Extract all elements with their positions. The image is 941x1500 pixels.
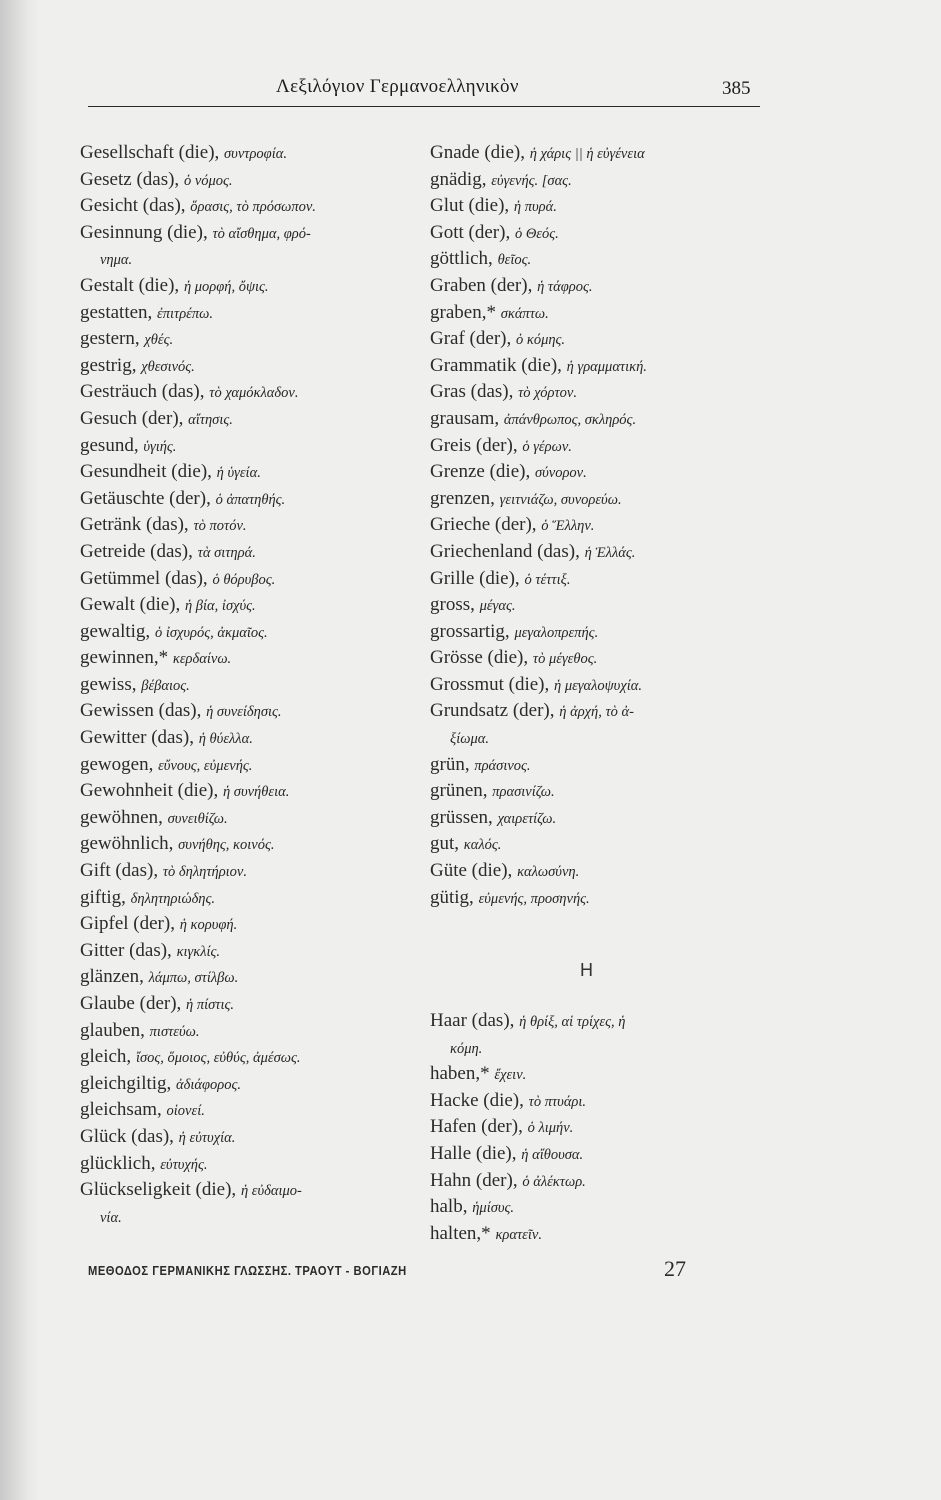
dictionary-entry bbox=[430, 858, 770, 885]
dictionary-entry bbox=[430, 725, 770, 752]
dictionary-entry bbox=[80, 459, 415, 486]
dictionary-entry bbox=[430, 1061, 770, 1088]
dictionary-entry bbox=[80, 1204, 415, 1231]
entry-translation: ἐπιτρέπω. bbox=[157, 305, 214, 322]
entry-translation: βέβαιος. bbox=[141, 677, 190, 694]
entry-translation: κιγκλίς. bbox=[176, 943, 221, 960]
dictionary-entry bbox=[430, 220, 770, 247]
entry-headword: Grille (die), bbox=[430, 567, 520, 589]
entry-headword: Halle (die), bbox=[430, 1142, 517, 1164]
entry-headword: Gewitter (das), bbox=[80, 727, 194, 749]
entry-translation: ὅρασις, τὸ πρόσωπον. bbox=[190, 199, 316, 216]
dictionary-entry bbox=[80, 167, 415, 194]
entry-headword: gleichgiltig, bbox=[80, 1072, 172, 1094]
entry-headword: Güte (die), bbox=[430, 860, 513, 882]
entry-translation: ἡ ὑγεία. bbox=[216, 465, 261, 482]
entry-translation: τὸ χόρτον. bbox=[518, 385, 577, 402]
entry-headword: Hahn (der), bbox=[430, 1169, 518, 1191]
entry-headword: Gesicht (das), bbox=[80, 195, 186, 217]
dictionary-entry bbox=[430, 645, 770, 672]
dictionary-entry bbox=[80, 778, 415, 805]
entry-headword: Gewissen (das), bbox=[80, 700, 202, 722]
entry-headword: gestatten, bbox=[80, 301, 153, 323]
dictionary-entry bbox=[80, 645, 415, 672]
entry-translation: ὁ ἀλέκτωρ. bbox=[522, 1173, 586, 1190]
entry-translation: ἡ βία, ἰσχύς. bbox=[184, 598, 256, 615]
entry-headword: gesund, bbox=[80, 434, 139, 456]
entry-headword: glücklich, bbox=[80, 1152, 156, 1174]
dictionary-entry bbox=[430, 1008, 770, 1035]
dictionary-entry bbox=[80, 938, 415, 965]
entry-translation: ἡ τάφρος. bbox=[537, 278, 593, 295]
entry-translation: ἀδιάφορος. bbox=[176, 1076, 242, 1093]
entry-translation: εὔνους, εὐμενής. bbox=[158, 757, 253, 774]
entry-headword: gewöhnen, bbox=[80, 806, 163, 828]
entry-translation: εὐτυχής. bbox=[160, 1156, 208, 1173]
entry-translation: ἡ εὐτυχία. bbox=[178, 1129, 236, 1146]
entry-headword: glauben, bbox=[80, 1019, 145, 1041]
entry-translation: μέγας. bbox=[479, 598, 516, 615]
dictionary-entry bbox=[430, 246, 770, 273]
page-edge-shadow bbox=[0, 0, 40, 1500]
entry-translation: ὁ θόρυβος. bbox=[212, 571, 276, 588]
entry-headword: grün, bbox=[430, 753, 470, 775]
entry-headword: Gitter (das), bbox=[80, 939, 172, 961]
entry-headword: Glückseligkeit (die), bbox=[80, 1179, 237, 1201]
dictionary-entry bbox=[80, 911, 415, 938]
dictionary-entry bbox=[430, 300, 770, 327]
entry-translation: θεῖος. bbox=[497, 252, 532, 269]
entry-headword: Gesinnung (die), bbox=[80, 221, 208, 243]
dictionary-entry bbox=[430, 406, 770, 433]
entry-headword: Graf (der), bbox=[430, 328, 512, 350]
dictionary-entry bbox=[80, 300, 415, 327]
dictionary-entry bbox=[80, 1151, 415, 1178]
entry-headword: Hacke (die), bbox=[430, 1089, 524, 1111]
entry-headword: Grammatik (die), bbox=[430, 354, 562, 376]
entry-headword: Graben (der), bbox=[430, 274, 533, 296]
entry-translation: δηλητηριώδης. bbox=[130, 890, 216, 907]
dictionary-entry bbox=[80, 991, 415, 1018]
entry-headword: Getränk (das), bbox=[80, 514, 189, 536]
entry-headword: gewiss, bbox=[80, 673, 137, 695]
entry-headword: halb, bbox=[430, 1196, 468, 1218]
entry-translation: ἡ θρίξ, αἱ τρίχες, ἡ bbox=[519, 1014, 626, 1030]
entry-translation: ἡμίσυς. bbox=[472, 1200, 515, 1217]
entry-translation: χθές. bbox=[144, 332, 174, 349]
page-number: 385 bbox=[722, 78, 751, 99]
entry-translation: ἡ γραμματική. bbox=[566, 358, 647, 375]
dictionary-entry bbox=[80, 1177, 415, 1204]
entry-headword: Getäuschte (der), bbox=[80, 487, 211, 509]
entry-translation: οἱονεί. bbox=[166, 1103, 205, 1120]
entry-headword: göttlich, bbox=[430, 248, 493, 270]
entry-translation: ἡ μεγαλοψυχία. bbox=[554, 677, 642, 694]
entry-translation: τὸ αἴσθημα, φρό- bbox=[212, 225, 311, 242]
dictionary-entry bbox=[430, 167, 770, 194]
entry-headword: Griechenland (das), bbox=[430, 540, 580, 562]
entry-translation: ὁ γέρων. bbox=[522, 438, 572, 455]
dictionary-entry bbox=[430, 566, 770, 593]
entry-translation: ὁ νόμος. bbox=[183, 172, 233, 189]
entry-headword: Grundsatz (der), bbox=[430, 700, 555, 722]
entry-headword: glänzen, bbox=[80, 966, 144, 988]
entry-translation: συνειθίζω. bbox=[167, 810, 228, 827]
dictionary-entry bbox=[430, 353, 770, 380]
entry-translation: πιστεύω. bbox=[149, 1023, 200, 1040]
entry-translation: χθεσινός. bbox=[141, 358, 195, 375]
entry-headword: grünen, bbox=[430, 780, 488, 802]
dictionary-entry bbox=[80, 752, 415, 779]
entry-headword: grausam, bbox=[430, 407, 500, 429]
entry-translation: νημα. bbox=[100, 252, 133, 269]
entry-translation: πράσινος. bbox=[474, 757, 531, 774]
entry-headword: Gras (das), bbox=[430, 381, 514, 403]
entry-headword: gestrig, bbox=[80, 354, 137, 376]
entry-translation: ἡ ἀρχή, τὸ ἀ- bbox=[559, 704, 634, 721]
entry-translation: ἡ συνήθεια. bbox=[222, 784, 290, 801]
entry-translation: τὸ πτυάρι. bbox=[528, 1093, 587, 1110]
dictionary-entry bbox=[430, 486, 770, 513]
right-column-h bbox=[430, 1008, 770, 1247]
dictionary-entry bbox=[80, 1071, 415, 1098]
entry-headword: Glaube (der), bbox=[80, 993, 182, 1014]
dictionary-entry bbox=[80, 672, 415, 699]
entry-headword: Gesträuch (das), bbox=[80, 381, 205, 403]
entry-headword: gross, bbox=[430, 594, 475, 616]
dictionary-entry bbox=[430, 1114, 770, 1141]
entry-headword: Gnade (die), bbox=[430, 142, 525, 163]
entry-headword: Greis (der), bbox=[430, 434, 518, 456]
entry-translation: λάμπω, στίλβω. bbox=[148, 970, 239, 987]
entry-translation: κόμη. bbox=[450, 1040, 483, 1057]
entry-translation: εὐγενής. [σας. bbox=[491, 172, 572, 189]
entry-headword: Grösse (die), bbox=[430, 647, 529, 669]
entry-translation: ὁ λιμήν. bbox=[527, 1120, 574, 1137]
dictionary-entry bbox=[430, 672, 770, 699]
entry-headword: Getreide (das), bbox=[80, 540, 193, 562]
entry-headword: gütig, bbox=[430, 886, 474, 908]
entry-translation: κρατεῖν. bbox=[495, 1226, 542, 1243]
footer-title: ΜΕΘΟΔΟΣ ΓΕΡΜΑΝΙΚΗΣ ΓΛΩΣΣΗΣ. ΤΡΑΟΥΤ - ΒΟΓΙΑΖΗ bbox=[88, 1263, 407, 1278]
entry-headword: graben,* bbox=[430, 301, 496, 323]
entry-headword: gut, bbox=[430, 833, 460, 855]
dictionary-entry bbox=[430, 619, 770, 646]
entry-headword: Gestalt (die), bbox=[80, 274, 180, 296]
dictionary-entry bbox=[80, 353, 415, 380]
entry-translation: ὁ Ἕλλην. bbox=[541, 518, 595, 535]
entry-translation: γειτνιάζω, συνορεύω. bbox=[499, 491, 622, 508]
entry-translation: καλωσύνη. bbox=[517, 864, 580, 881]
entry-headword: Gesetz (das), bbox=[80, 168, 180, 190]
entry-headword: Gewalt (die), bbox=[80, 594, 181, 616]
entry-headword: halten,* bbox=[430, 1222, 491, 1244]
dictionary-entry bbox=[80, 273, 415, 300]
dictionary-entry bbox=[430, 140, 770, 167]
dictionary-entry bbox=[430, 326, 770, 353]
dictionary-entry bbox=[430, 379, 770, 406]
entry-translation: ὁ τέττιξ. bbox=[524, 571, 571, 588]
signature-number: 27 bbox=[664, 1256, 686, 1281]
entry-translation: ἔχειν. bbox=[494, 1067, 527, 1084]
dictionary-entry bbox=[430, 459, 770, 486]
entry-translation: ξίωμα. bbox=[450, 731, 489, 748]
entry-headword: gnädig, bbox=[430, 168, 487, 190]
dictionary-entry bbox=[430, 433, 770, 460]
entry-translation: τὸ δηλητήριον. bbox=[162, 864, 247, 881]
entry-headword: gleich, bbox=[80, 1046, 132, 1068]
entry-headword: Grieche (der), bbox=[430, 514, 537, 536]
entry-headword: grenzen, bbox=[430, 487, 495, 509]
dictionary-entry bbox=[80, 326, 415, 353]
entry-headword: Glut (die), bbox=[430, 195, 510, 217]
dictionary-entry bbox=[430, 805, 770, 832]
entry-headword: gewaltig, bbox=[80, 620, 151, 642]
entry-headword: Gott (der), bbox=[430, 221, 511, 243]
dictionary-entry bbox=[430, 778, 770, 805]
entry-translation: ἡ αἴθουσα. bbox=[521, 1146, 584, 1163]
entry-headword: gestern, bbox=[80, 328, 140, 350]
entry-translation: ἡ θύελλα. bbox=[198, 731, 253, 748]
entry-translation: ἡ εὐδαιμο- bbox=[240, 1183, 302, 1200]
section-letter-h: H bbox=[580, 960, 593, 980]
dictionary-entry bbox=[80, 193, 415, 220]
dictionary-entry bbox=[430, 752, 770, 779]
entry-translation: ὁ κόμης. bbox=[515, 332, 566, 349]
dictionary-entry bbox=[80, 486, 415, 513]
dictionary-entry bbox=[430, 1035, 770, 1062]
dictionary-entry bbox=[80, 592, 415, 619]
dictionary-entry bbox=[80, 964, 415, 991]
entry-translation: σκάπτω. bbox=[500, 305, 549, 322]
entry-translation: ἡ Ἑλλάς. bbox=[584, 544, 636, 561]
entry-translation: εὐμενής, προσηνής. bbox=[478, 890, 590, 907]
dictionary-entry bbox=[430, 539, 770, 566]
entry-headword: Grossmut (die), bbox=[430, 673, 550, 695]
entry-translation: κερδαίνω. bbox=[172, 651, 232, 668]
entry-translation: μεγαλοπρεπής. bbox=[514, 624, 599, 641]
dictionary-entry bbox=[430, 273, 770, 300]
entry-translation: συνήθης, κοινός. bbox=[178, 837, 275, 854]
dictionary-entry bbox=[80, 698, 415, 725]
dictionary-entry bbox=[430, 1221, 770, 1248]
entry-headword: Getümmel (das), bbox=[80, 567, 208, 589]
dictionary-entry bbox=[430, 885, 770, 912]
entry-translation: ἡ χάρις || ἡ εὐγένεια bbox=[529, 146, 645, 162]
entry-translation: σύνορον. bbox=[534, 465, 587, 482]
entry-translation: ἀπάνθρωπος, σκληρός. bbox=[503, 411, 637, 428]
entry-translation: συντροφία. bbox=[224, 146, 287, 162]
dictionary-entry bbox=[80, 406, 415, 433]
entry-headword: Haar (das), bbox=[430, 1010, 515, 1031]
entry-translation: πρασινίζω. bbox=[492, 784, 555, 801]
entry-headword: Gesuch (der), bbox=[80, 407, 184, 429]
entry-headword: gewinnen,* bbox=[80, 647, 169, 669]
entry-translation: χαιρετίζω. bbox=[497, 810, 557, 827]
dictionary-entry bbox=[430, 1168, 770, 1195]
entry-translation: ὁ Θεός. bbox=[514, 225, 559, 242]
dictionary-entry bbox=[80, 246, 415, 273]
header-rule bbox=[88, 106, 760, 107]
dictionary-entry bbox=[80, 885, 415, 912]
left-column bbox=[80, 140, 415, 1230]
dictionary-entry bbox=[80, 539, 415, 566]
dictionary-entry bbox=[80, 512, 415, 539]
entry-headword: Gesundheit (die), bbox=[80, 461, 212, 483]
entry-headword: Gipfel (der), bbox=[80, 913, 175, 935]
entry-headword: gewöhnlich, bbox=[80, 833, 174, 855]
dictionary-entry bbox=[430, 698, 770, 725]
entry-headword: Hafen (der), bbox=[430, 1116, 523, 1138]
dictionary-entry bbox=[430, 1194, 770, 1221]
dictionary-entry bbox=[80, 140, 415, 167]
entry-translation: ἡ συνείδησις. bbox=[206, 704, 282, 721]
entry-translation: τὰ σιτηρά. bbox=[197, 544, 256, 561]
entry-translation: νία. bbox=[100, 1209, 122, 1226]
dictionary-entry bbox=[80, 1097, 415, 1124]
entry-translation: ἡ μορφή, ὄψις. bbox=[183, 278, 269, 295]
dictionary-entry bbox=[430, 512, 770, 539]
dictionary-entry bbox=[430, 831, 770, 858]
dictionary-entry bbox=[80, 1124, 415, 1151]
entry-translation: ὁ ἀπατηθής. bbox=[215, 491, 286, 508]
entry-headword: gleichsam, bbox=[80, 1099, 162, 1121]
dictionary-entry bbox=[80, 1044, 415, 1071]
dictionary-entry bbox=[430, 592, 770, 619]
entry-headword: Glück (das), bbox=[80, 1125, 174, 1147]
dictionary-entry bbox=[430, 1141, 770, 1168]
entry-translation: ἴσος, ὅμοιος, εὐθύς, ἀμέσως. bbox=[135, 1050, 301, 1067]
entry-headword: gewogen, bbox=[80, 753, 154, 775]
entry-headword: haben,* bbox=[430, 1063, 490, 1085]
dictionary-entry bbox=[80, 566, 415, 593]
entry-translation: ὁ ἰσχυρός, ἀκμαῖος. bbox=[154, 624, 268, 641]
entry-headword: Gewohnheit (die), bbox=[80, 780, 219, 802]
dictionary-entry bbox=[80, 725, 415, 752]
entry-headword: Gesellschaft (die), bbox=[80, 142, 220, 163]
entry-translation: αἴτησις. bbox=[188, 411, 233, 428]
entry-headword: grossartig, bbox=[430, 620, 510, 642]
entry-headword: giftig, bbox=[80, 886, 126, 908]
dictionary-entry bbox=[430, 1088, 770, 1115]
entry-translation: τὸ μέγεθος. bbox=[532, 651, 598, 668]
entry-translation: τὸ ποτόν. bbox=[193, 518, 247, 535]
entry-translation: ὑγιής. bbox=[143, 438, 177, 455]
entry-translation: καλός. bbox=[463, 837, 502, 854]
running-header-title: Λεξιλόγιον Γερμανοελληνικὸν bbox=[276, 76, 519, 97]
entry-headword: Gift (das), bbox=[80, 860, 159, 882]
dictionary-entry bbox=[80, 433, 415, 460]
entry-headword: grüssen, bbox=[430, 806, 493, 828]
entry-headword: Grenze (die), bbox=[430, 461, 531, 483]
entry-translation: τὸ χαμόκλαδον. bbox=[209, 385, 299, 402]
dictionary-entry bbox=[80, 1018, 415, 1045]
dictionary-entry bbox=[80, 619, 415, 646]
dictionary-entry bbox=[80, 220, 415, 247]
dictionary-entry bbox=[80, 831, 415, 858]
dictionary-entry bbox=[80, 858, 415, 885]
entry-translation: ἡ πυρά. bbox=[513, 199, 557, 216]
dictionary-entry bbox=[80, 805, 415, 832]
right-column-g bbox=[430, 140, 770, 911]
dictionary-entry bbox=[430, 193, 770, 220]
entry-translation: ἡ κορυφή. bbox=[179, 917, 238, 934]
entry-translation: ἡ πίστις. bbox=[186, 997, 235, 1013]
dictionary-entry bbox=[80, 379, 415, 406]
